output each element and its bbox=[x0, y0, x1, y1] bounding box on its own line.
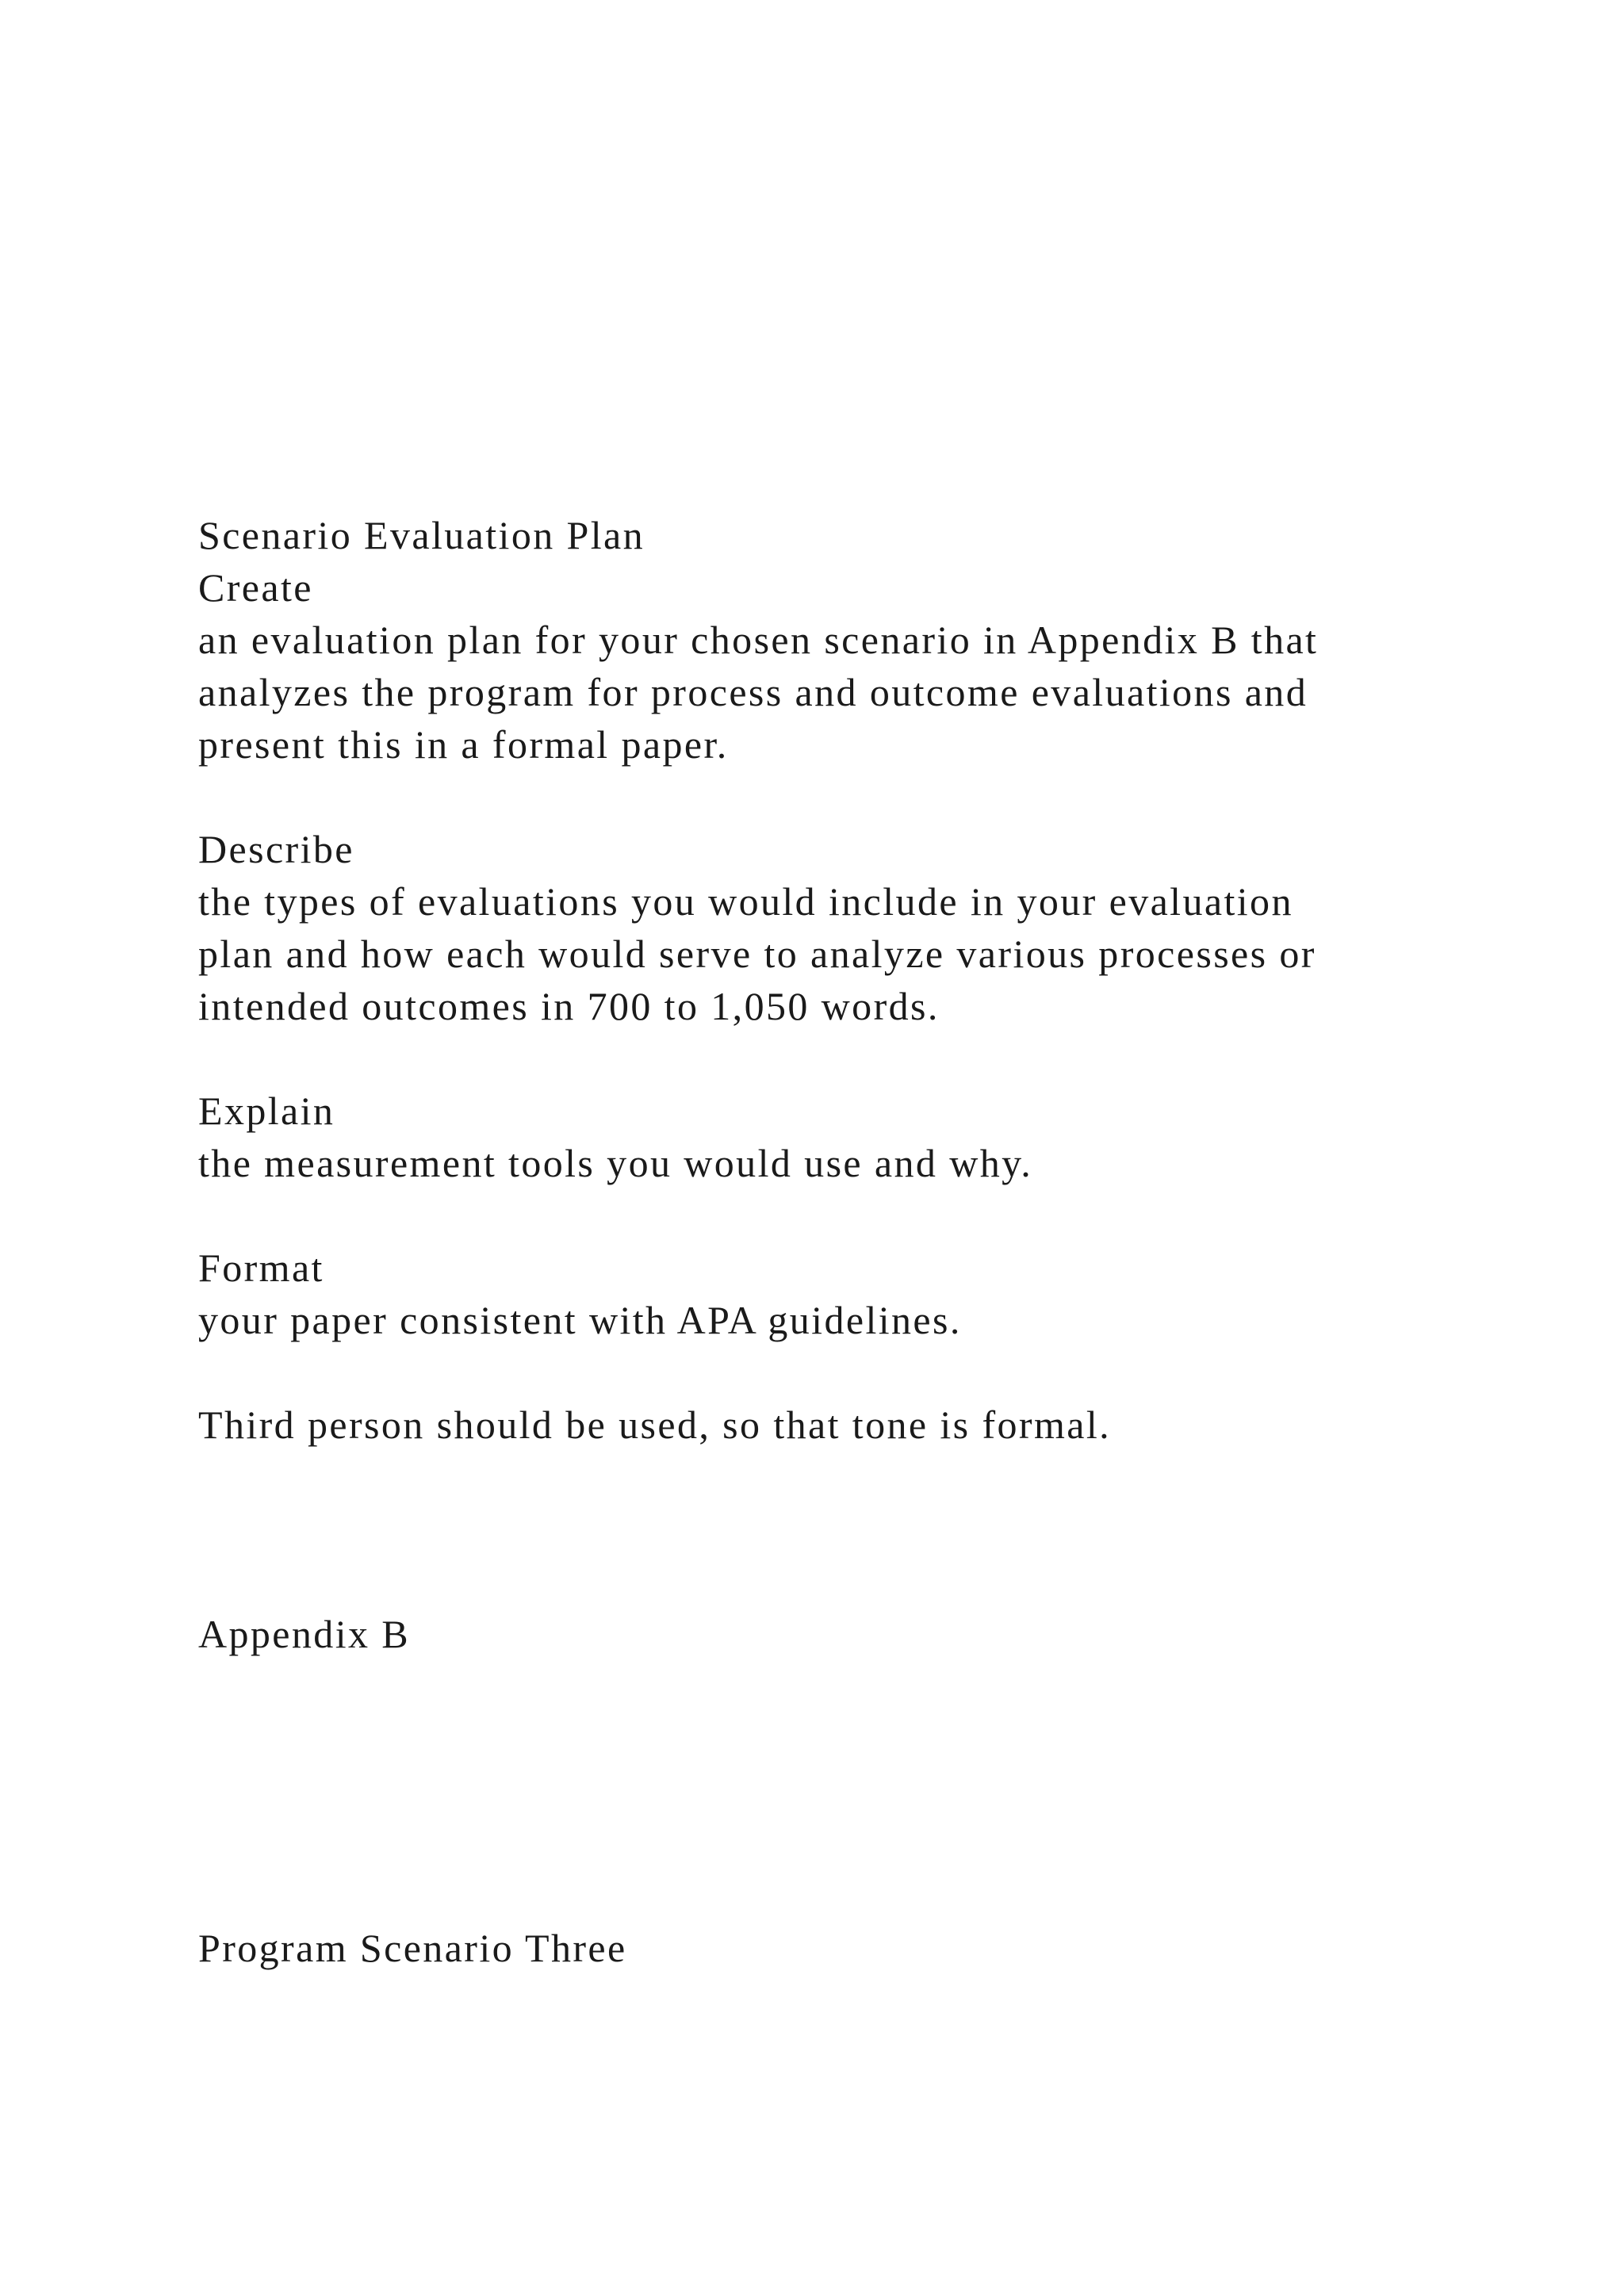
describe-keyword: Describe bbox=[198, 827, 354, 871]
explain-line: the measurement tools you would use and why. bbox=[198, 1141, 1033, 1185]
appendix-heading: Appendix B bbox=[198, 1612, 411, 1656]
create-line: an evaluation plan for your chosen scenario in Appendix B that bbox=[198, 618, 1319, 662]
create-keyword: Create bbox=[198, 565, 313, 610]
create-line: present this in a formal paper. bbox=[198, 722, 729, 767]
describe-line: plan and how each would serve to analyze various processes or bbox=[198, 932, 1316, 976]
create-line: analyzes the program for process and outcome evaluations and bbox=[198, 670, 1308, 714]
scenario-heading: Program Scenario Three bbox=[198, 1926, 627, 1970]
document-title: Scenario Evaluation Plan bbox=[198, 513, 645, 557]
describe-line: the types of evaluations you would include in your evaluation bbox=[198, 879, 1293, 924]
format-keyword: Format bbox=[198, 1246, 324, 1290]
describe-line: intended outcomes in 700 to 1,050 words. bbox=[198, 984, 940, 1028]
explain-keyword: Explain bbox=[198, 1089, 335, 1133]
format-line: your paper consistent with APA guidelines. bbox=[198, 1298, 962, 1342]
third-person-note: Third person should be used, so that tone is formal. bbox=[198, 1402, 1112, 1447]
